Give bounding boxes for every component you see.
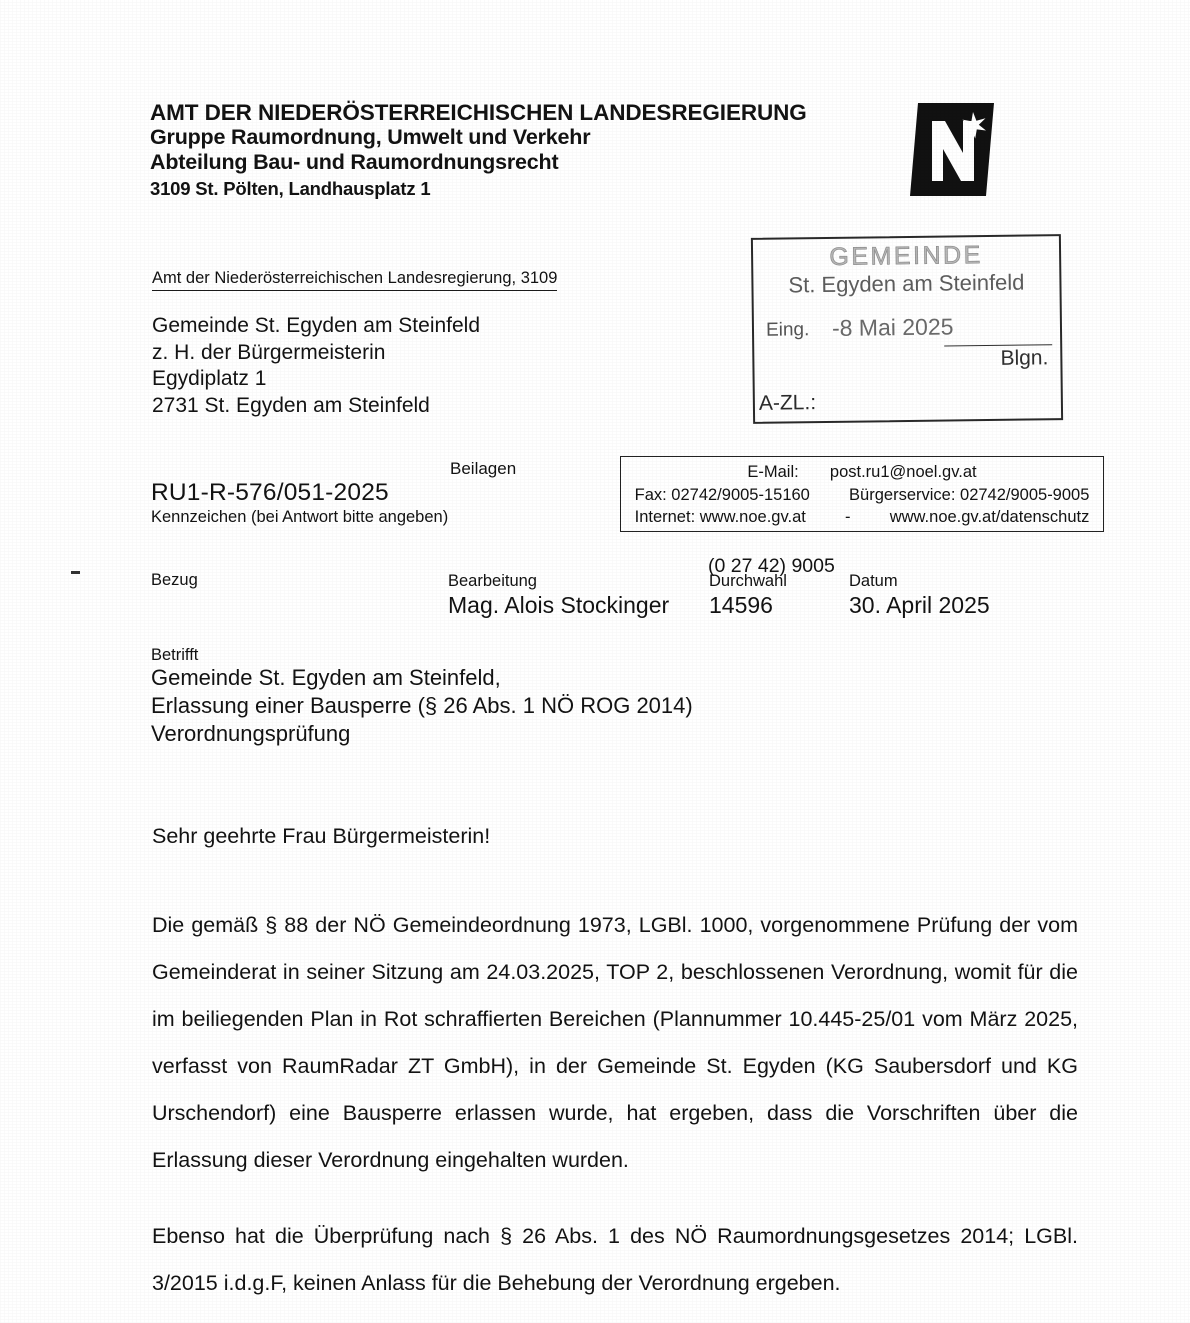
phone-prefix: (0 27 42) 9005 <box>708 555 835 577</box>
extension-number: 14596 <box>709 592 773 618</box>
noe-logo <box>910 103 994 196</box>
buergerservice-value: 02742/9005-9005 <box>960 485 1090 504</box>
recipient-attention: z. H. der Bürgermeisterin <box>152 340 386 364</box>
margin-tick-mark <box>71 571 80 574</box>
email-value[interactable]: post.ru1@noel.gv.at <box>829 463 977 481</box>
recipient-name: Gemeinde St. Egyden am Steinfeld <box>152 314 481 337</box>
letterhead-line-group: Gruppe Raumordnung, Umwelt und Verkehr <box>150 125 591 149</box>
kennzeichen-label: Kennzeichen (bei Antwort bitte angeben) <box>151 508 449 526</box>
contact-internet-row <box>621 506 1103 529</box>
email-label: E-Mail: <box>747 463 799 481</box>
contact-details-box <box>620 456 1104 532</box>
beilagen-label: Beilagen <box>450 459 517 478</box>
file-reference-number: RU1-R-576/051-2025 <box>151 479 389 506</box>
subject-line-3: Verordnungsprüfung <box>151 721 351 746</box>
buergerservice-label: Bürgerservice: <box>849 485 956 504</box>
stamp-eingang-label: Eing. <box>765 319 810 341</box>
letterhead-line-department: Abteilung Bau- und Raumordnungsrecht <box>150 150 559 174</box>
bearbeitung-label: Bearbeitung <box>448 572 537 590</box>
stamp-aktenzahl-label: A-ZL.: <box>758 391 817 415</box>
recipient-street: Egydiplatz 1 <box>152 367 267 390</box>
internet-value[interactable]: www.noe.gv.at <box>699 508 806 526</box>
salutation: Sehr geehrte Frau Bürgermeisterin! <box>152 824 491 848</box>
stamp-eingang-date: -8 Mai 2025 <box>831 313 954 341</box>
bezug-label: Bezug <box>151 571 198 589</box>
betrifft-label: Betrifft <box>151 646 199 664</box>
url-separator: - <box>845 508 851 526</box>
letterhead <box>150 100 870 201</box>
stamp-municipality: St. Egyden am Steinfeld <box>788 269 1025 298</box>
stamp-beilagen-label: Blgn. <box>1000 346 1049 370</box>
incoming-mail-stamp <box>751 234 1063 424</box>
internet-label: Internet: <box>634 508 696 526</box>
letterhead-line-address: 3109 St. Pölten, Landhausplatz 1 <box>150 178 431 199</box>
recipient-city: 2731 St. Egyden am Steinfeld <box>152 393 430 417</box>
stamp-title: GEMEINDE <box>829 241 983 271</box>
contact-fax-row <box>621 484 1103 507</box>
durchwahl-label: Durchwahl <box>709 572 787 590</box>
body-paragraph-1: Die gemäß § 88 der NÖ Gemeindeordnung 1973, LGBl. 1000, vorgenommene Prüfung der vom Gemeinderat in seiner Sitzung am 24.03.2025, TOP 2, beschlossenen Verordnung, womit für die im beiliegenden Plan in Rot schraffierten Bereichen (Plannummer 10.445-25/01 vom März 2025, verfasst von RaumRadar ZT GmbH), in der Gemeinde St. Egyden (KG Saubersdorf und KG Urschendorf) eine Bausperre erlassen wurde, hat ergeben, dass die Vorschriften über die Erlassung dieser Verordnung eingehalten wurden. <box>152 913 1078 1172</box>
fax-label: Fax: <box>634 485 667 504</box>
subject-line-2: Erlassung einer Bausperre (§ 26 Abs. 1 NÖ ROG 2014) <box>151 693 693 718</box>
contact-email-row <box>621 461 1103 484</box>
datum-label: Datum <box>849 572 898 590</box>
fax-value: 02742/9005-15160 <box>671 485 810 504</box>
datenschutz-value[interactable]: www.noe.gv.at/datenschutz <box>889 508 1090 526</box>
sender-reference-line: Amt der Niederösterreichischen Landesregierung, 3109 <box>152 269 557 291</box>
recipient-address-block <box>152 313 480 419</box>
subject-line-1: Gemeinde St. Egyden am Steinfeld, <box>151 665 501 690</box>
body-paragraph-2: Ebenso hat die Überprüfung nach § 26 Abs. 1 des NÖ Raumordnungsgesetzes 2014; LGBl. 3/2015 i.d.g.F, keinen Anlass für die Behebung der Verordnung ergeben. <box>152 1224 1078 1295</box>
letter-date: 30. April 2025 <box>849 592 990 618</box>
case-officer-name: Mag. Alois Stockinger <box>448 592 670 618</box>
letterhead-line-authority: AMT DER NIEDERÖSTERREICHISCHEN LANDESREGIERUNG <box>150 100 807 125</box>
subject-block <box>151 664 693 748</box>
